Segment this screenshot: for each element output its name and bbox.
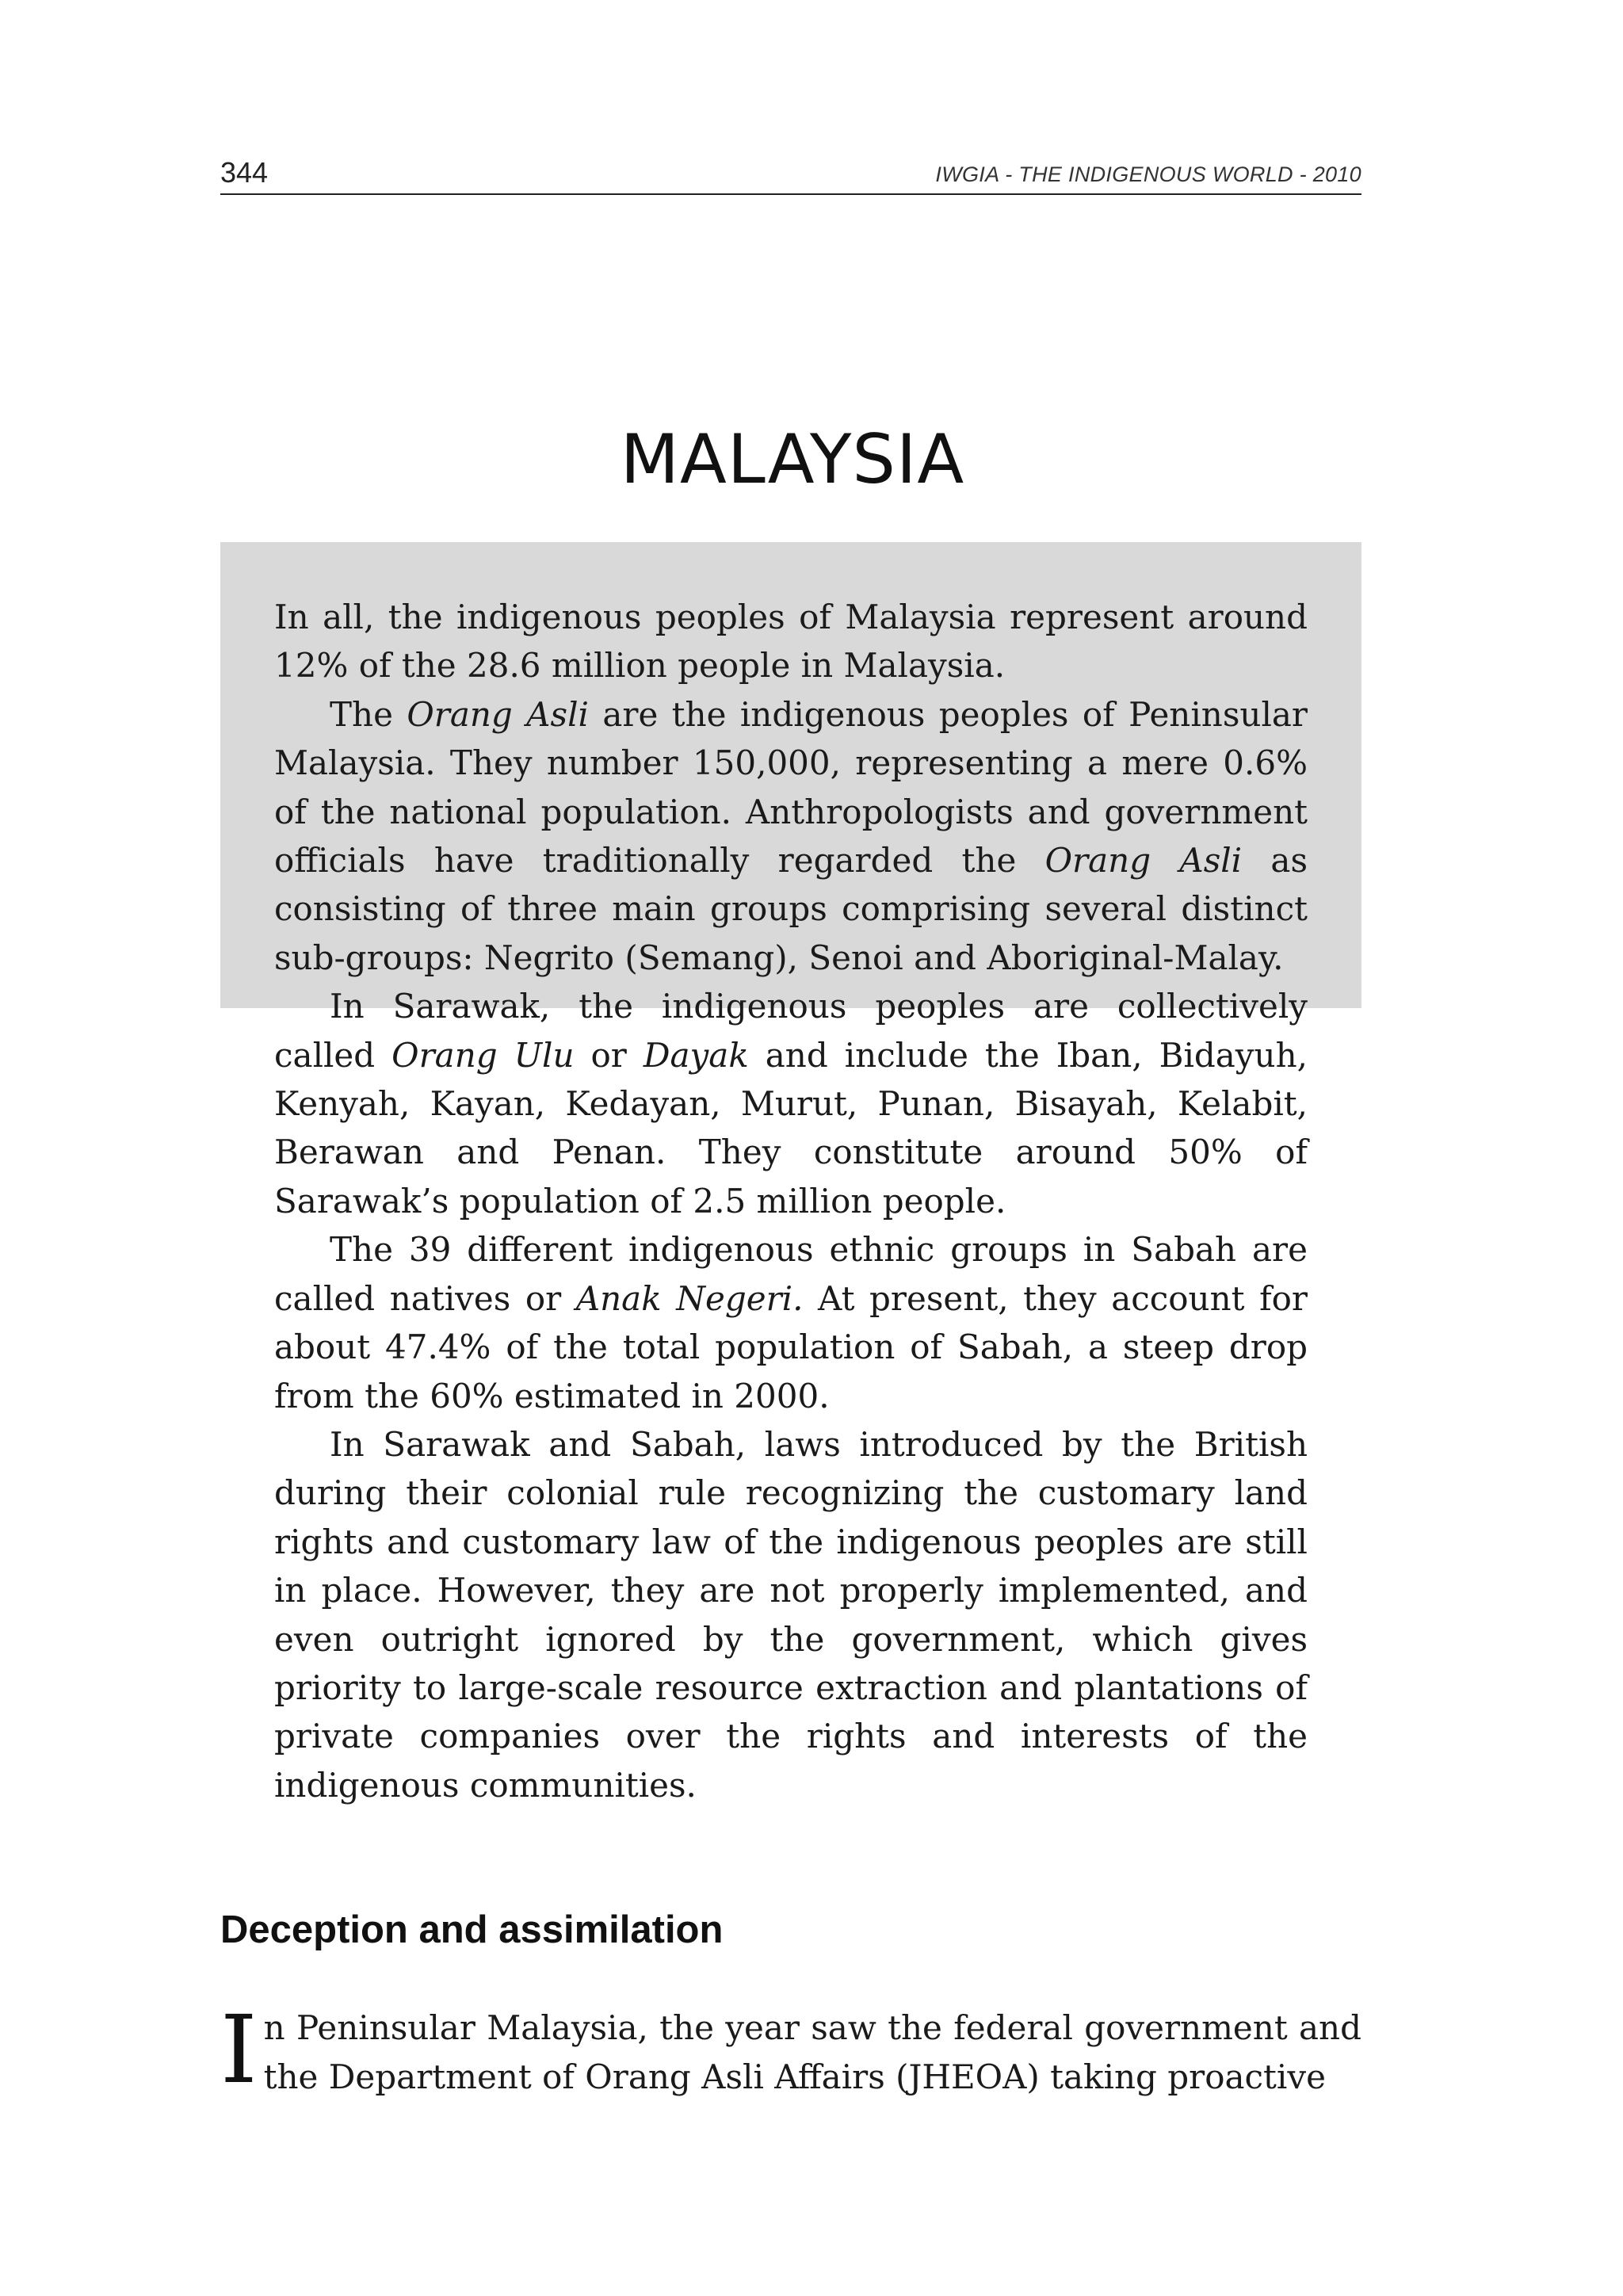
summary-paragraph: [274, 593, 1308, 690]
running-head-title: IWGIA - THE INDIGENOUS WORLD - 2010: [935, 162, 1361, 186]
summary-italic-term: Orang Asli: [1044, 841, 1243, 881]
summary-paragraph: [274, 690, 1308, 982]
summary-text: In Sarawak and Sabah, laws introduced by the British during their colonial rule recognizing the customary land rights and customary law of the indigenous peoples are still in place. However, they are not properly implemented, and even outright ignored by the government, which gives priority to large-scale resource extraction and plantations of private companies over the rights and interests of the indigenous communities.: [274, 1424, 1308, 1805]
summary-text: and include the Iban, Bidayuh, Kenyah, Kayan, Kedayan, Murut, Punan, Bisayah, Kelabit, Berawan and Penan. They constitute around 50% of Sarawak’s population of 2.5 million people.: [274, 1035, 1308, 1221]
summary-paragraph: [274, 982, 1308, 1225]
summary-text: The: [330, 694, 407, 734]
summary-paragraph: [274, 1420, 1308, 1809]
body-paragraph-text: n Peninsular Malaysia, the year saw the federal government and the Department of Orang Asli Affairs (JHEOA) taking proactive: [263, 2008, 1361, 2096]
chapter-title: MALAYSIA: [620, 420, 965, 499]
summary-italic-term: Anak Negeri.: [575, 1278, 804, 1318]
summary-italic-term: Orang Asli: [407, 694, 589, 734]
summary-italic-term: Dayak: [643, 1035, 749, 1075]
summary-text: The 39 different indigenous ethnic groups in Sabah are called natives or: [274, 1230, 1308, 1318]
body-paragraph: [220, 1995, 1361, 2104]
running-header: [220, 155, 1361, 195]
summary-paragraph: [274, 1225, 1308, 1420]
summary-text: or: [574, 1035, 643, 1075]
summary-text: In Sarawak, the indigenous peoples are collectively called: [274, 987, 1308, 1075]
drop-cap: I: [220, 1995, 258, 2104]
summary-text: are the indigenous peoples of Peninsular Malaysia. They number 150,000, representing a mere 0.6% of the national population. Anthropologists and government officials have traditionally regarded the: [274, 694, 1308, 881]
summary-text: as consisting of three main groups comprising several distinct sub-groups: Negrito (Semang), Senoi and Aboriginal-Malay.: [274, 841, 1308, 977]
page-number: 344: [220, 156, 269, 189]
summary-box: [220, 542, 1361, 1805]
summary-italic-term: Orang Ulu: [391, 1035, 575, 1075]
summary-text: In all, the indigenous peoples of Malaysia represent around 12% of the 28.6 million people in Malaysia.: [274, 598, 1308, 686]
section-heading: Deception and assimilation: [220, 1908, 724, 1951]
summary-text: At present, they account for about 47.4% of the total population of Sabah, a steep drop from the 60% estimated in 2000.: [274, 1278, 1308, 1415]
